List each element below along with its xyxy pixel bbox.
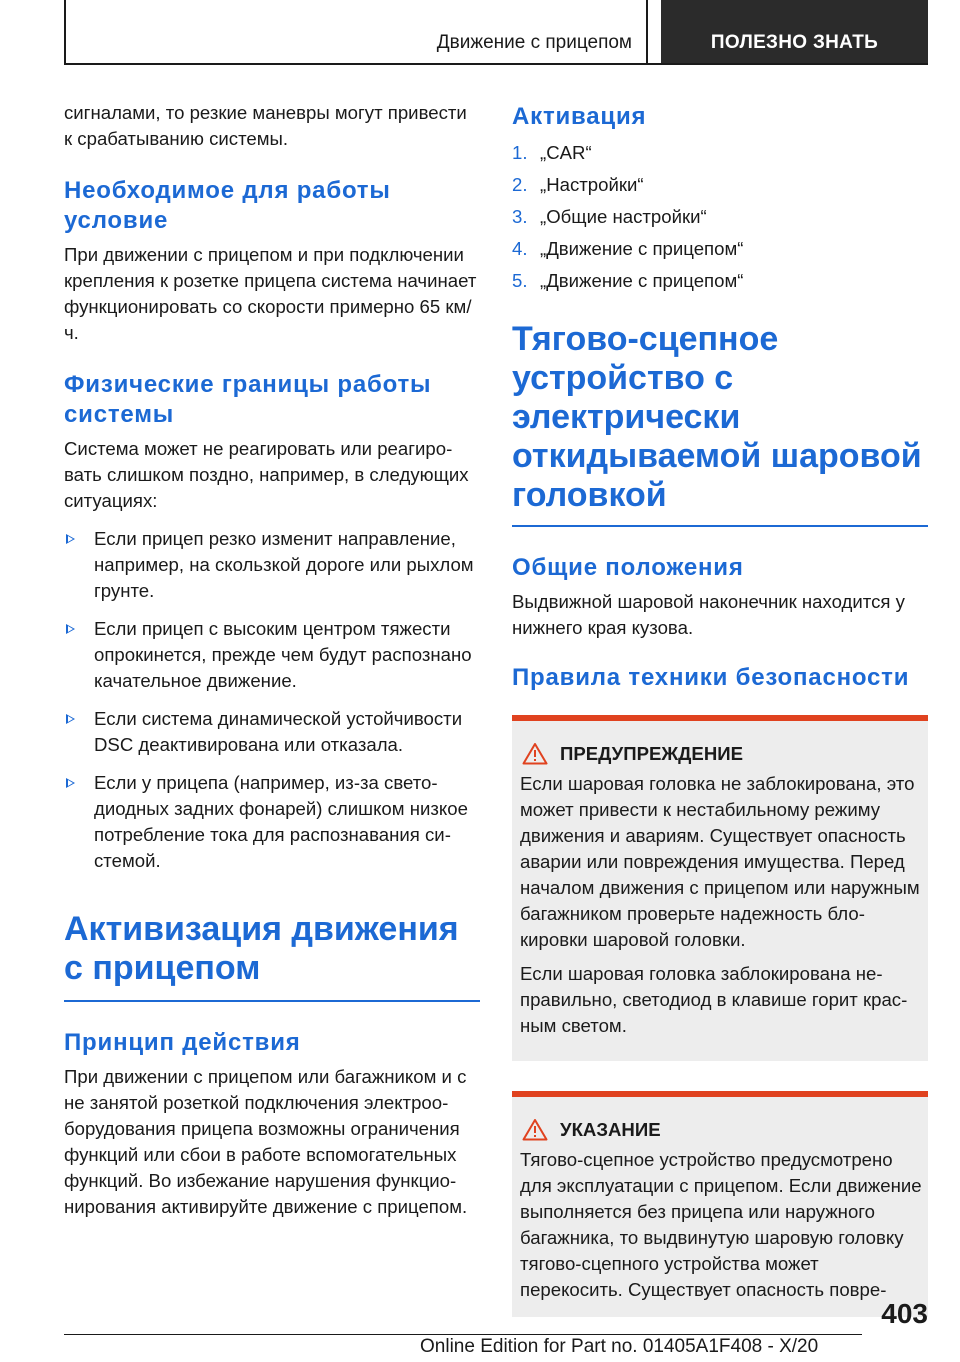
step-text: „Движение с прицепом“ [540,238,744,259]
right-column [512,100,928,1317]
general-heading: Общие положения [512,553,744,581]
warning-text: Если шаровая головка заблокирована неправильно, светодиод в клавише горит красным светом. [520,962,908,1036]
section-rule [512,525,928,527]
notice-title [520,1117,922,1143]
triangle-bullet-icon [66,778,75,788]
list-item [64,770,480,874]
step-number: 3. [512,206,528,227]
activation-section-title: Активизация движения с прицепом [64,910,459,987]
limits-text: Система может не реагировать или реагировать слишком поздно, например, в следующих ситуациях: [64,438,469,511]
warning-title [520,741,922,767]
step-text: „CAR“ [540,142,592,163]
step-text: „Движение с прицепом“ [540,270,744,291]
step-item [512,140,928,166]
general-text: Выдвижной шаровой наконечник находится у нижнего края кузова. [512,590,905,638]
list-item-text: Если прицеп с высоким центром тяжести опрокинется, прежде чем будут распознано качательное движение. [94,618,472,691]
warning-box [512,715,928,1061]
list-item [64,706,480,758]
step-number: 5. [512,270,528,291]
safety-heading: Правила техники безопасности [512,663,910,691]
triangle-bullet-icon [66,714,75,724]
list-item-text: Если система динамической устойчивости DSC деактивирована или отказала. [94,708,463,755]
triangle-bullet-icon [66,534,75,544]
warning-triangle-icon [522,742,548,765]
principle-text: При движении с прицепом или багажником и с не занятой розеткой подключения электрооборудования прицепа возможны ограничения функций или сбои в работе вспомогательных функций. Во избежание нарушения функционирования активируйте движение с прицепом. [64,1065,468,1217]
page-number: 403 [881,1298,928,1329]
edition-note: Online Edition for Part no. 01405A1F408 - X/20 [420,1336,819,1357]
list-item-text: Если у прицепа (например, из-за светодиодных задних фонарей) слишком низкое потребление тока для распознавания системой. [94,772,468,871]
requirement-text: При движении с прицепом и при подключении крепления к розетке прицепа система начинает функционировать со скорости примерно 65 км/ч. [64,244,477,343]
list-item [64,526,480,604]
step-text: „Настройки“ [540,174,644,195]
step-text: „Общие настройки“ [540,206,707,227]
step-item [512,236,928,262]
step-item [512,268,928,294]
warning-text: Если шаровая головка не заблокирована, это может привести к нестабильному режиму движения и авариям. Существует опасность аварии или повреждения имущества. Перед началом движения с прицепом или наружным багажником проверьте надежность блокировки шаровой головки. [520,772,920,950]
notice-text: Тягово-сцепное устройство предусмотрено для эксплуатации с прицепом. Если движение выполняется без прицепа или наружного багажника, то выдвинутую шаровую головку тягово-сцепного устройства может перекосить. Существует опасность повре- [520,1148,922,1300]
list-item [64,616,480,694]
step-number: 1. [512,142,528,163]
section-rule [64,1000,480,1002]
triangle-bullet-icon [66,624,75,634]
section-tab-label: Движение с прицепом [436,32,632,53]
intro-text: сигналами, то резкие маневры могут привести к срабатыванию системы. [64,102,467,149]
principle-heading: Принцип действия [64,1028,301,1056]
left-column [64,100,480,1220]
chapter-tab [661,0,928,65]
warning-title-label: ПРЕДУПРЕЖДЕНИЕ [560,742,744,764]
limits-list [64,526,480,874]
activation-steps [512,140,928,294]
notice-title-label: УКАЗАНИЕ [560,1118,661,1140]
step-item [512,172,928,198]
footer-rule [64,1334,862,1335]
notice-box [512,1091,928,1317]
warning-triangle-icon [522,1118,548,1141]
list-item-text: Если прицеп резко изменит направление, например, на скользкой дороге или рыхлом грунте. [94,528,474,601]
step-number: 4. [512,238,528,259]
section-tab [64,0,648,63]
limits-heading: Физические границы работы системы [64,371,432,428]
step-number: 2. [512,174,528,195]
step-item [512,204,928,230]
chapter-tab-label: ПОЛЕЗНО ЗНАТЬ [710,32,879,53]
hitch-section-title: Тягово-сцепное устройство с электрически откидываемой шаровой головкой [512,320,922,514]
requirement-heading: Необходимое для работы условие [64,177,391,234]
activation-heading: Активация [512,103,647,130]
header-rule [64,63,928,65]
